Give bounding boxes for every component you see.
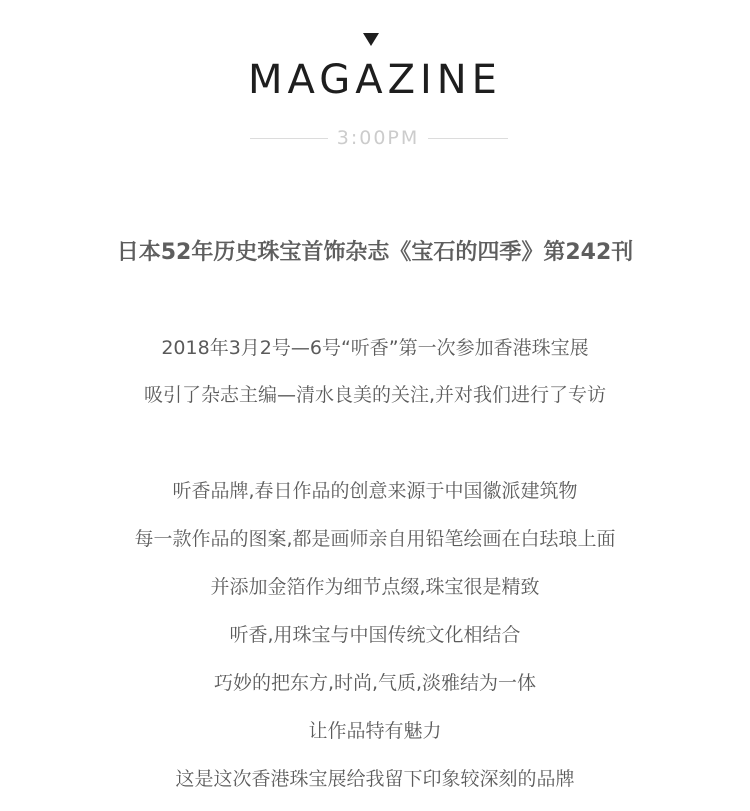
divider-line-left [250, 138, 328, 139]
body-line-5: 巧妙的把东方,时尚,气质,淡雅结为一体 [213, 672, 537, 694]
triangle-down-icon [363, 33, 379, 46]
time-divider [0, 124, 750, 152]
body-line-4: 听香,用珠宝与中国传统文化相结合 [229, 624, 521, 646]
body-line-6: 让作品特有魅力 [308, 720, 442, 742]
divider-line-right [428, 138, 508, 139]
intro-line-1: 2018年3月2号—6号“听香”第一次参加香港珠宝展 [161, 337, 589, 359]
body-line-3: 并添加金箔作为细节点缀,珠宝很是精致 [210, 576, 540, 598]
article-headline: 日本52年历史珠宝首饰杂志《宝石的四季》第242刊 [116, 240, 634, 265]
magazine-title: MAGAZINE [248, 57, 502, 103]
body-line-2: 每一款作品的图案,都是画师亲自用铅笔绘画在白珐琅上面 [134, 528, 616, 550]
intro-line-2: 吸引了杂志主编—清水良美的关注,并对我们进行了专访 [143, 384, 607, 406]
body-line-7: 这是这次香港珠宝展给我留下印象较深刻的品牌 [175, 768, 575, 790]
body-line-1: 听香品牌,春日作品的创意来源于中国徽派建筑物 [172, 480, 578, 502]
time-label: 3:00PM [336, 127, 420, 149]
